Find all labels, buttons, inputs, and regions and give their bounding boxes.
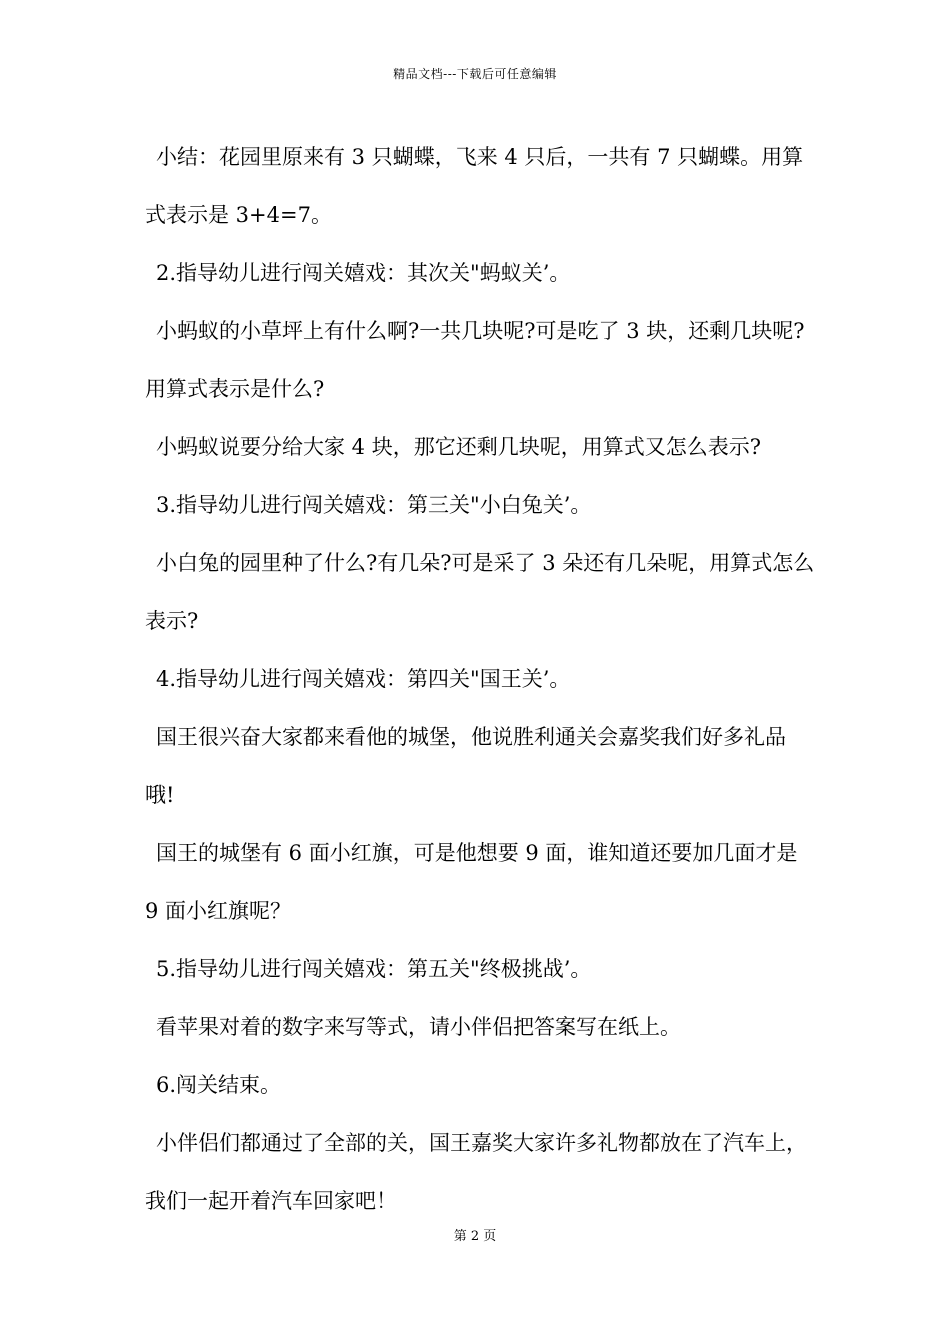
paragraph-king-castle: 国王很兴奋大家都来看他的城堡，他说胜利通关会嘉奖我们好多礼品哦! [145, 725, 786, 807]
paragraph-ant-share: 小蚂蚁说要分给大家 4 块，那它还剩几块呢，用算式又怎么表示? [156, 435, 761, 459]
paragraph-step-3: 3.指导幼儿进行闯关嬉戏：第三关"小白兔关’。 [156, 493, 592, 517]
paragraph-ant-question: 小蚂蚁的小草坪上有什么啊?一共几块呢?可是吃了 3 块，还剩几块呢?用算式表示是什么? [145, 319, 805, 401]
paragraph-rabbit-question: 小白兔的园里种了什么?有几朵?可是采了 3 朵还有几朵呢，用算式怎么表示? [145, 551, 815, 633]
page-header: 精品文档---下载后可任意编辑 [393, 67, 557, 81]
document-body [145, 128, 815, 1230]
paragraph-step-5: 5.指导幼儿进行闯关嬉戏：第五关"终极挑战’。 [156, 957, 592, 981]
paragraph-step-2: 2.指导幼儿进行闯关嬉戏：其次关"蚂蚁关’。 [156, 261, 571, 285]
paragraph-king-flags: 国王的城堡有 6 面小红旗，可是他想要 9 面，谁知道还要加几面才是 9 面小红旗呢？ [145, 841, 798, 923]
paragraph-summary: 小结：花园里原来有 3 只蝴蝶，飞来 4 只后，一共有 7 只蝴蝶。用算式表示是 3+4=7。 [145, 145, 804, 227]
paragraph-step-4: 4.指导幼儿进行闯关嬉戏：第四关"国王关’。 [156, 667, 571, 691]
paragraph-ending: 小伴侣们都通过了全部的关，国王嘉奖大家许多礼物都放在了汽车上，我们一起开着汽车回家吧！ [145, 1131, 807, 1213]
page-number: 第 2 页 [453, 1229, 497, 1244]
paragraph-step-6: 6.闯关结束。 [156, 1073, 282, 1097]
paragraph-apple-task: 看苹果对着的数字来写等式，请小伴侣把答案写在纸上。 [156, 1015, 681, 1039]
